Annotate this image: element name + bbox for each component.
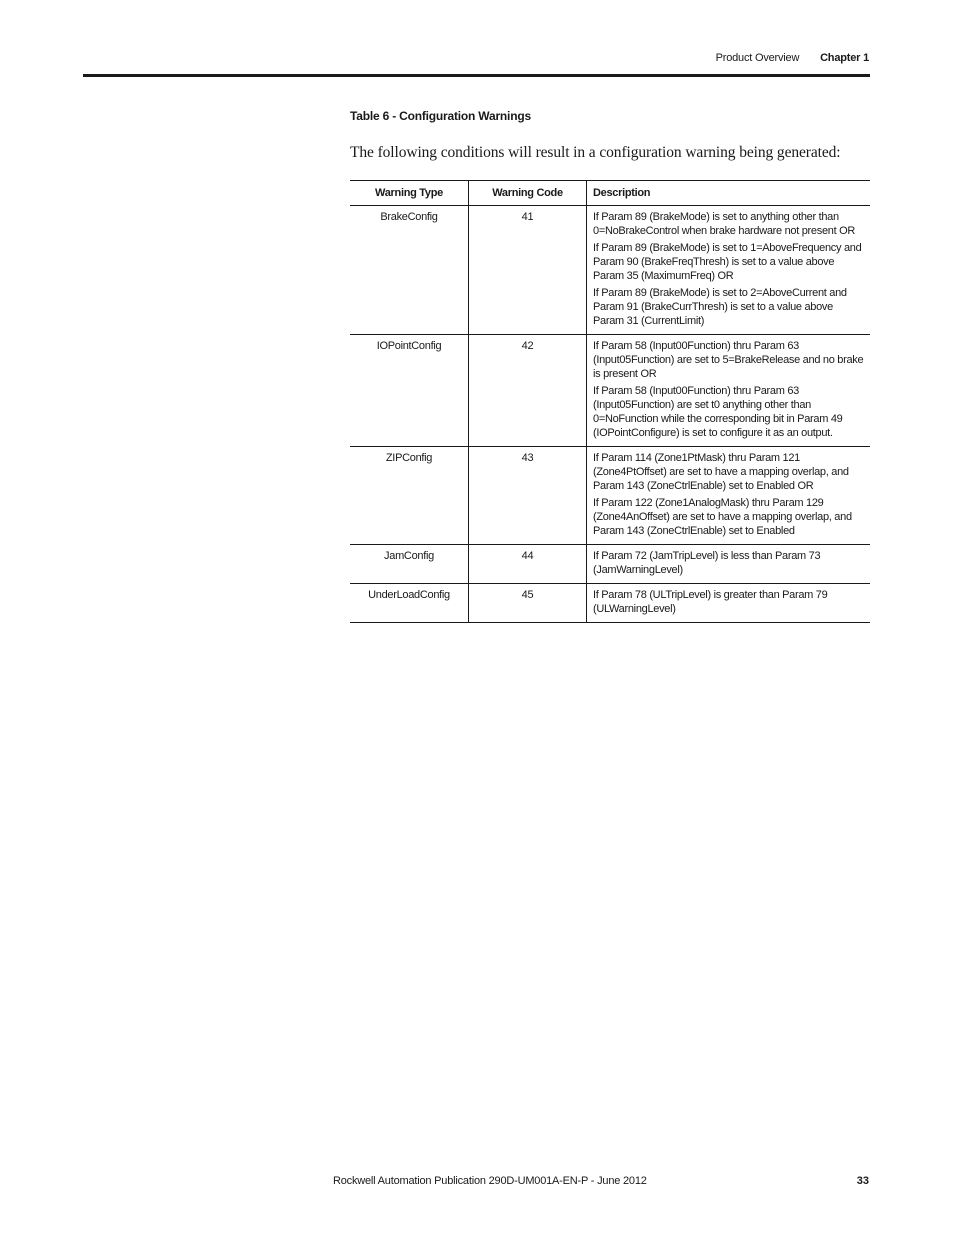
table-caption: Table 6 - Configuration Warnings	[350, 109, 531, 123]
table-row	[350, 545, 870, 584]
description-paragraph: If Param 58 (Input00Function) thru Param 63 (Input05Function) are set t0 anything other than 0=NoFunction while the corresponding bit in Param 49 (IOPointConfigure) is set to configure it as an output.	[593, 385, 843, 439]
description-cell	[587, 447, 871, 545]
description-paragraph: If Param 114 (Zone1PtMask) thru Param 121 (Zone4PtOffset) are set to have a mapping overlap, and Param 143 (ZoneCtrlEnable) set to Enabled OR	[593, 452, 849, 492]
warning-code-cell: 43	[469, 447, 587, 545]
description-cell	[587, 545, 871, 584]
warning-type-cell: UnderLoadConfig	[350, 584, 469, 623]
warning-code-cell: 41	[469, 206, 587, 335]
header-warning-code: Warning Code	[469, 181, 587, 206]
intro-text: The following conditions will result in a configuration warning being generated:	[350, 144, 841, 161]
table-header-row	[350, 181, 870, 206]
footer-publication: Rockwell Automation Publication 290D-UM001A-EN-P - June 2012	[333, 1175, 647, 1187]
table-row	[350, 447, 870, 545]
description-paragraph: If Param 122 (Zone1AnalogMask) thru Param 129 (Zone4AnOffset) are set to have a mapping overlap, and Param 143 (ZoneCtrlEnable) set to Enabled	[593, 497, 852, 537]
table-row	[350, 584, 870, 623]
warning-code-cell: 45	[469, 584, 587, 623]
warning-type-cell: IOPointConfig	[350, 335, 469, 447]
header-warning-type: Warning Type	[350, 181, 469, 206]
description-cell	[587, 584, 871, 623]
page-number: 33	[856, 1175, 869, 1187]
running-header	[716, 52, 869, 64]
description-paragraph: If Param 72 (JamTripLevel) is less than Param 73 (JamWarningLevel)	[593, 550, 821, 576]
description-paragraph: If Param 89 (BrakeMode) is set to anything other than 0=NoBrakeControl when brake hardware not present OR	[593, 211, 855, 237]
description-paragraph: If Param 89 (BrakeMode) is set to 2=AboveCurrent and Param 91 (BrakeCurrThresh) is set to a value above Param 31 (CurrentLimit)	[593, 287, 847, 327]
table-row	[350, 206, 870, 335]
description-paragraph: If Param 78 (ULTripLevel) is greater than Param 79 (ULWarningLevel)	[593, 589, 828, 615]
header-description: Description	[587, 181, 871, 206]
table-row	[350, 335, 870, 447]
warning-code-cell: 42	[469, 335, 587, 447]
header-rule	[83, 74, 870, 77]
description-paragraph: If Param 89 (BrakeMode) is set to 1=AboveFrequency and Param 90 (BrakeFreqThresh) is set to a value above Param 35 (MaximumFreq) OR	[593, 242, 862, 282]
warning-type-cell: JamConfig	[350, 545, 469, 584]
warning-type-cell: BrakeConfig	[350, 206, 469, 335]
description-cell	[587, 206, 871, 335]
header-section: Product Overview	[715, 52, 800, 64]
description-paragraph: If Param 58 (Input00Function) thru Param 63 (Input05Function) are set to 5=BrakeRelease and no brake is present OR	[593, 340, 864, 380]
configuration-warnings-table	[350, 180, 870, 623]
warning-code-cell: 44	[469, 545, 587, 584]
description-cell	[587, 335, 871, 447]
header-chapter: Chapter 1	[820, 52, 869, 64]
warning-type-cell: ZIPConfig	[350, 447, 469, 545]
